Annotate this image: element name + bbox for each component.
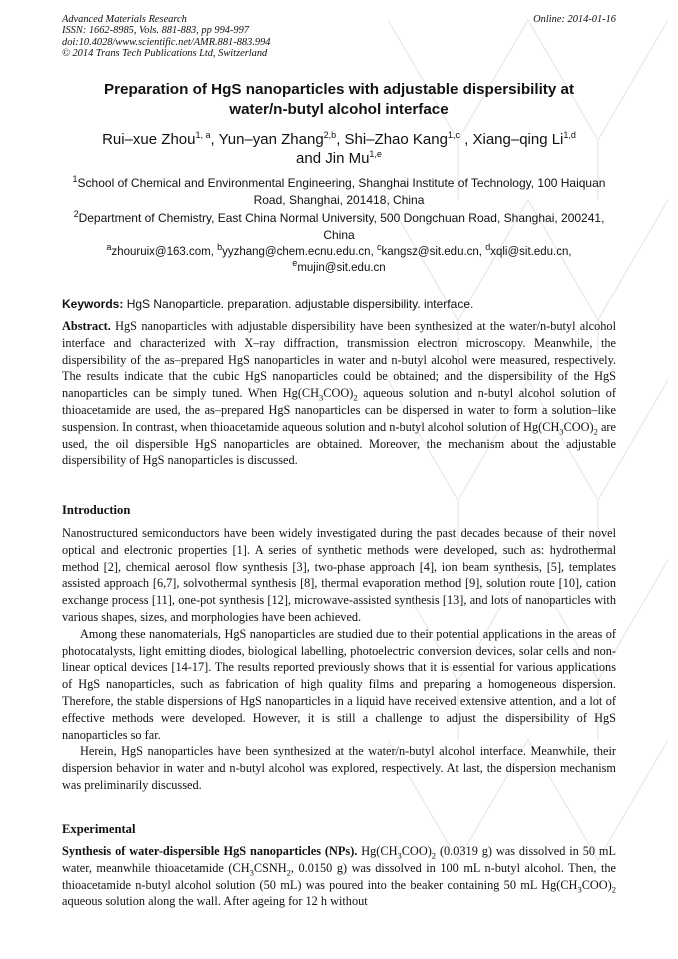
subscript: 3 <box>319 392 324 403</box>
subscript: 3 <box>559 426 564 437</box>
author-separator: , <box>459 131 473 148</box>
abstract-text: aqueous solution and n-butyl alcohol solution of thioacetamide are used, the as–prepared HgS nanoparticles can be dispersed in water to form a solution–like suspension. In contrast, when thioacetamide aqueous solution and n-butyl alcohol solution of Hg(CH <box>62 386 616 434</box>
experimental-text: COO) <box>401 844 432 858</box>
author-sup: 1,c <box>447 130 460 140</box>
affiliation-text: School of Chemical and Environmental Engineering, Shanghai Institute of Technology, 100 Haiquan Road, Shanghai, 201418, China <box>77 176 606 207</box>
experimental-text: aqueous solution along the wall. After ageing for 12 h without <box>62 894 368 909</box>
subscript: 2 <box>286 867 291 878</box>
email-sup: c <box>376 242 382 253</box>
subscript: 2 <box>353 392 358 403</box>
abstract <box>62 318 616 469</box>
author-name: Rui–xue Zhou <box>102 131 196 148</box>
subscript: 2 <box>611 884 616 895</box>
affiliation-sup: 1 <box>72 174 78 184</box>
abstract-text: are used, the oil dispersible HgS nanoparticles are obtained. Moreover, the mechanism about the adjustable dispersibility of HgS nanoparticles is discussed. <box>62 419 616 468</box>
affiliation-text: Department of Chemistry, East China Normal University, 500 Dongchuan Road, Shanghai, 200241, China <box>78 211 605 242</box>
intro-paragraph-3-text: Herein, HgS nanoparticles have been synthesized at the water/n-butyl alcohol interface. Meanwhile, their dispersion behavior in water and n-butyl alcohol was explored, respectively. At last, the dispersion mechanism was preliminarily discussed. <box>62 744 616 792</box>
author-emails <box>62 244 616 276</box>
author-sup: 1,d <box>563 130 576 140</box>
email-link[interactable]: xqli@sit.edu.cn, <box>490 246 572 258</box>
intro-paragraph-3 <box>62 743 616 793</box>
experimental-text: COO) <box>581 877 612 892</box>
subscript: 2 <box>593 426 598 437</box>
subsection-heading: Synthesis of water-dispersible HgS nanoparticles (NPs). <box>62 844 358 858</box>
paper-title <box>62 80 616 120</box>
subscript: 3 <box>577 884 582 895</box>
intro-paragraph-2-text: Among these nanomaterials, HgS nanoparticles are studied due to their potential applications in the areas of photocatalysts, light emitting diodes, biological labelling, photoelectric conversion devices, solar cells and non-linear optical devices [14-17]. The results reported previously shows that it is essential for various applications of HgS nanoparticles, such as fabrication of high quality films and preparing a homogeneous dispersion. Therefore, the stable dispersions of HgS nanoparticles in a liquid have received extensive attention, and a lot of effective methods were developed. However, it is still a challenge to adjust the dispersibility of HgS nanoparticles so far. <box>62 626 616 742</box>
keywords-label: Keywords: <box>62 297 124 311</box>
keywords <box>62 296 616 312</box>
subscript: 3 <box>249 867 254 878</box>
author-separator: , <box>210 131 219 148</box>
experimental-body <box>62 843 616 910</box>
abstract-text: COO) <box>563 419 594 434</box>
journal-name: Advanced Materials Research <box>62 14 187 25</box>
abstract-text: COO) <box>323 386 354 401</box>
issn-line: ISSN: 1662-8985, Vols. 881-883, pp 994-997 <box>62 25 250 37</box>
keywords-text: HgS Nanoparticle. preparation. adjustable dispersibility. interface. <box>123 297 474 311</box>
author-sup: 1,e <box>369 149 382 159</box>
experimental-text: , 0.0150 g) was dissolved in 100 mL n-butyl alcohol. Then, the thioacetamide n-butyl alcohol solution (50 mL) was poured into the beaker containing 50 mL Hg(CH <box>62 860 616 892</box>
author-name: Yun–yan Zhang <box>218 131 324 148</box>
email-sup: b <box>217 242 223 253</box>
email-sup: a <box>106 242 112 253</box>
author-sup: 2,b <box>323 130 337 140</box>
author-name: and Jin Mu <box>296 150 370 167</box>
copyright-line: © 2014 Trans Tech Publications Ltd, Switzerland <box>62 48 268 60</box>
section-heading-introduction: Introduction <box>62 503 131 517</box>
email-link[interactable]: zhouruix@163.com, <box>111 246 218 258</box>
affiliation-sup: 2 <box>73 209 79 219</box>
author-name: Xiang–qing Li <box>472 131 564 148</box>
email-link[interactable]: yyzhang@chem.ecnu.edu.cn, <box>222 246 377 258</box>
doi-line: doi:10.4028/www.scientific.net/AMR.881-883.994 <box>62 36 271 48</box>
abstract-label: Abstract. <box>62 319 111 333</box>
experimental-text: CSNH <box>253 860 287 875</box>
online-date: Online: 2014-01-16 <box>533 14 616 25</box>
title-line-2: water/n-butyl alcohol interface <box>229 101 449 118</box>
subscript: 2 <box>431 850 437 861</box>
intro-paragraph-2 <box>62 626 616 744</box>
author-sup: 1, a <box>195 130 211 140</box>
email-link[interactable]: kangsz@sit.edu.cn, <box>381 246 486 258</box>
email-sup: d <box>485 242 491 253</box>
introduction-body <box>62 525 616 794</box>
intro-paragraph-1: Nanostructured semiconductors have been widely investigated during the past decades because of their novel optical and electronic properties [1]. A series of synthetic methods were developed, such as: hydrothermal method [2], chemical aerosol flow synthesis [3], two-phase approach [4], ion beam synthesis, [5], templates assisted approach [6,7], solvothermal synthesis [8], thermal evaporation method [9], solution route [10], cation exchange process [11], one-pot synthesis [12], microwave-assisted synthesis [13], and lots of nanoparticles with various shapes, sizes, and morphologies have been achieved. <box>62 526 616 624</box>
email-link[interactable]: mujin@sit.edu.cn <box>297 262 386 274</box>
author-list <box>62 130 616 168</box>
abstract-text: HgS nanoparticles with adjustable dispersibility have been synthesized at the water/n-butyl alcohol interface and characterized with X–ray diffraction, transmission electron microscopy. Meanwhile, the dispersibility of the as–prepared HgS nanoparticles in water and n-butyl alcohol were measured, respectively. The results indicate that the cubic HgS nanoparticles could be obtained; and the dispersibility of the HgS nanoparticles can be simply tuned. When Hg(CH <box>62 319 616 401</box>
author-separator: , <box>336 131 345 148</box>
affiliation-1 <box>62 175 616 208</box>
subscript: 3 <box>397 850 402 861</box>
affiliation-2 <box>62 210 616 243</box>
title-line-1: Preparation of HgS nanoparticles with adjustable dispersibility at <box>103 81 575 98</box>
experimental-text: (0.0319 g) was dissolved in 50 mL water, meanwhile thioacetamide (CH <box>62 844 616 875</box>
email-sup: e <box>292 258 298 269</box>
experimental-text: Hg(CH <box>357 844 398 858</box>
section-heading-experimental: Experimental <box>62 822 136 836</box>
author-name: Shi–Zhao Kang <box>344 131 448 148</box>
journal-header <box>62 14 616 60</box>
